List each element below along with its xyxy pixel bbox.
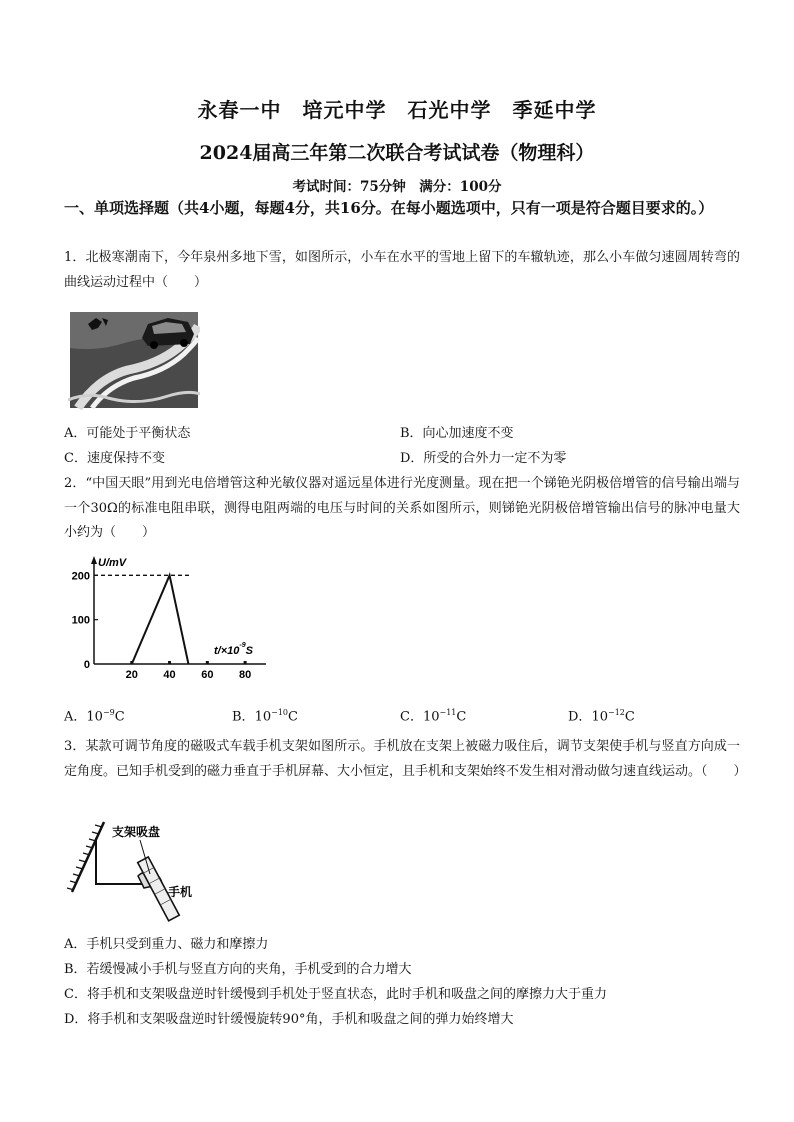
- q2-option-c: C．$10^{-11}C$: [400, 708, 467, 725]
- y-tick-label-200: 200: [71, 570, 90, 583]
- exam-meta: 考试时间：75分钟 满分：100分: [292, 179, 502, 195]
- q1-snow-car-figure: [68, 308, 200, 410]
- x-tick-label-40: 40: [163, 669, 176, 681]
- q3-option-a: A．手机只受到重力、磁力和摩擦力: [64, 937, 269, 952]
- x-tick-60: [206, 661, 209, 664]
- x-tick-40: [168, 661, 171, 664]
- q2-option-b: B．$10^{-10}C$: [232, 708, 298, 725]
- y-tick-label-0: 0: [83, 659, 90, 671]
- q3-option-c: C．将手机和支架吸盘逆时针缓慢到手机处于竖直状态，此时手机和吸盘之间的摩擦力大于重力: [64, 987, 607, 1002]
- y-tick-label-100: 100: [71, 614, 90, 627]
- q1-option-a: A．可能处于平衡状态: [64, 426, 191, 441]
- x-tick-80: [244, 661, 247, 664]
- series-voltage-pulse: [132, 575, 189, 664]
- q3-phone-mount-figure: [64, 818, 204, 922]
- q2-option-a: A．$10^{-9}C$: [64, 708, 125, 725]
- question-1-text: 1．北极寒潮南下，今年泉州多地下雪，如图所示，小车在水平的雪地上留下的车辙轨迹，那么小车做匀速圆周转弯的曲线运动过程中（ ）: [64, 250, 740, 290]
- school-names: 永春一中 培元中学 石光中学 季延中学: [197, 98, 597, 122]
- question-3-text: 3．某款可调节角度的磁吸式车载手机支架如图所示。手机放在支架上被磁力吸住后，调节支架使手机与竖直方向成一定角度。已知手机受到的磁力垂直于手机屏幕、大小恒定，且手机和支架始终不发生相对滑动做匀速直线运动。（ ）: [64, 739, 747, 779]
- q2-voltage-chart: [60, 552, 280, 682]
- exam-title: 2024届高三年第二次联合考试试卷（物理科）: [199, 142, 595, 164]
- x-tick-label-60: 60: [201, 669, 214, 681]
- phone-label: 手机: [168, 885, 193, 899]
- y-axis-arrow: [91, 556, 97, 564]
- question-2-text: 2．“中国天眼”用到光电倍增管这种光敏仪器对遥远星体进行光度测量。现在把一个锑铯光阴极倍增管的信号输出端与一个30Ω的标准电阻串联，测得电阻两端的电压与时间的关系如图所示，则锑铯光阴极倍增管输出信号的脉冲电量大小约为（ ）: [64, 476, 740, 540]
- x-tick-label-80: 80: [238, 669, 252, 681]
- q2-option-d: D．$10^{-12}C$: [568, 708, 635, 725]
- q1-option-c: C．速度保持不变: [64, 451, 165, 466]
- x-tick-label-20: 20: [125, 669, 138, 681]
- mount-label: 支架吸盘: [112, 825, 161, 839]
- q1-option-b: B．向心加速度不变: [400, 426, 514, 441]
- q1-option-d: D．所受的合外力一定不为零: [400, 451, 567, 466]
- x-axis-label: $t/\times 10^{-9}S$: [214, 642, 253, 657]
- q3-option-b: B．若缓慢减小手机与竖直方向的夹角，手机受到的合力增大: [64, 962, 412, 977]
- q3-option-d: D．将手机和支架吸盘逆时针缓慢旋转90°角，手机和吸盘之间的弹力始终增大: [64, 1012, 514, 1027]
- section-heading: 一、单项选择题（共4小题，每题4分，共16分。在每小题选项中，只有一项是符合题目要求的。）: [64, 199, 714, 217]
- y-axis-label: U/mV: [98, 557, 127, 569]
